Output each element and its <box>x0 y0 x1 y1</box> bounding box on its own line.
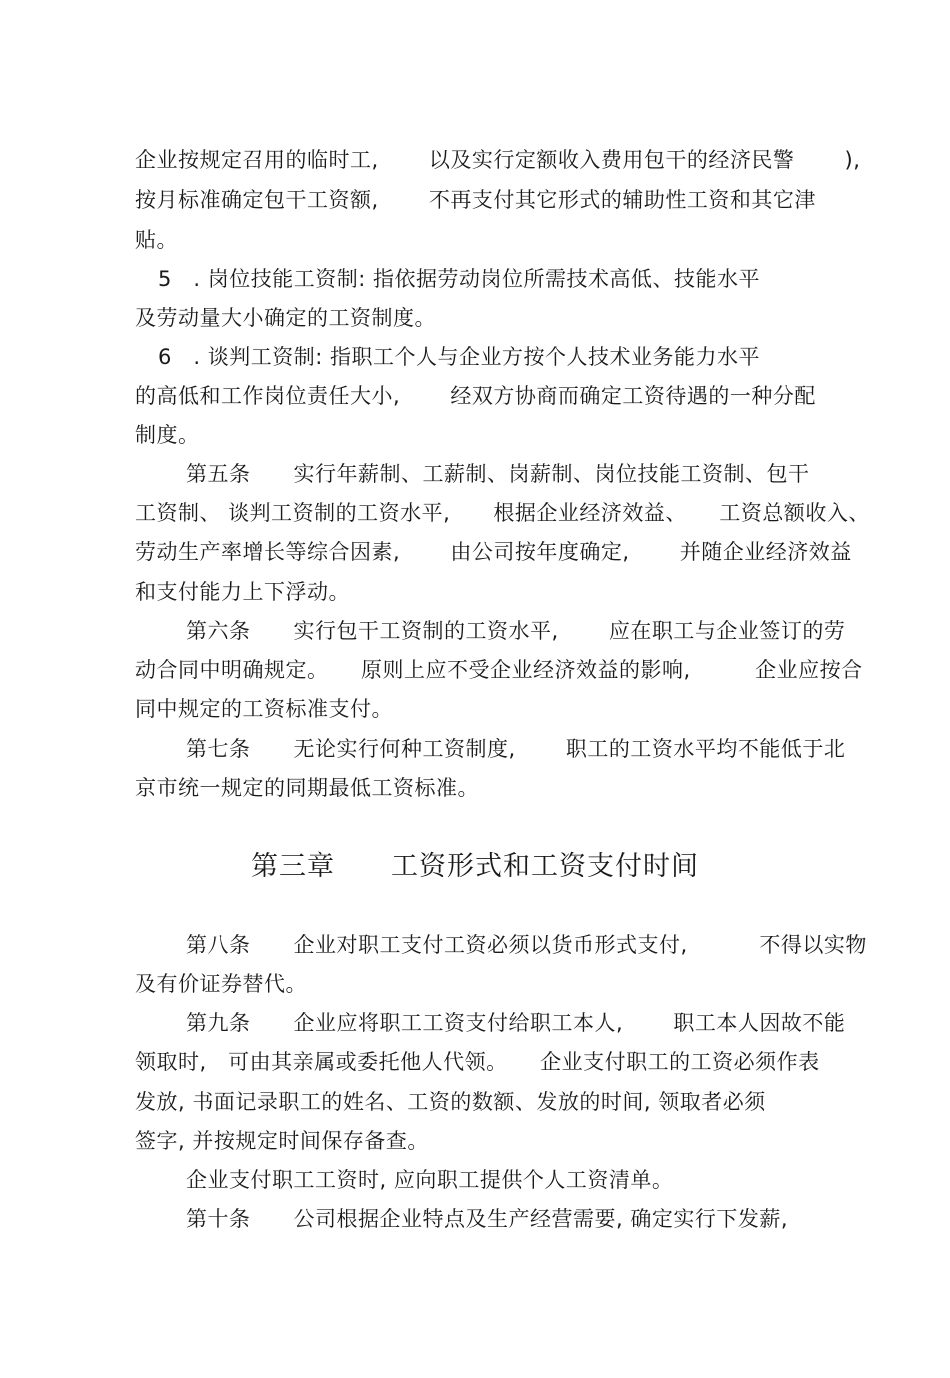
article-6: 第六条 实行包干工资制的工资水平, 应在职工与企业签订的劳 <box>186 619 846 643</box>
article-5: 第五条 实行年薪制、工薪制、岗薪制、岗位技能工资制、包干 <box>186 462 810 486</box>
text-line: 发放, 书面记录职工的姓名、工资的数额、发放的时间, 领取者必须 <box>135 1090 766 1114</box>
text-line: 京市统一规定的同期最低工资标准。 <box>135 776 479 800</box>
text-line: 劳动生产率增长等综合因素, 由公司按年度确定, 并随企业经济效益 <box>135 540 852 564</box>
list-item-6: 6 . 谈判工资制: 指职工个人与企业方按个人技术业务能力水平 <box>158 345 760 369</box>
text-line: 领取时, 可由其亲属或委托他人代领。 企业支付职工的工资必须作表 <box>135 1050 820 1074</box>
article-8: 第八条 企业对职工支付工资必须以货币形式支付, 不得以实物 <box>186 933 867 957</box>
text-line: 工资制、 谈判工资制的工资水平, 根据企业经济效益、 工资总额收入、 <box>135 501 870 525</box>
text-line: 签字, 并按规定时间保存备查。 <box>135 1129 429 1153</box>
text-line: 动合同中明确规定。 原则上应不受企业经济效益的影响, 企业应按合 <box>135 658 863 682</box>
list-item-5: 5 . 岗位技能工资制: 指依据劳动岗位所需技术高低、技能水平 <box>158 267 760 291</box>
chapter-title: 第三章 工资形式和工资支付时间 <box>251 851 699 882</box>
text-line: 贴。 <box>135 228 178 252</box>
paragraph: 企业支付职工工资时, 应向职工提供个人工资清单。 <box>186 1168 674 1192</box>
article-10: 第十条 公司根据企业特点及生产经营需要, 确定实行下发薪, <box>186 1207 789 1231</box>
article-9: 第九条 企业应将职工工资支付给职工本人, 职工本人因故不能 <box>186 1011 846 1035</box>
article-7: 第七条 无论实行何种工资制度, 职工的工资水平均不能低于北 <box>186 737 846 761</box>
text-line: 制度。 <box>135 423 200 447</box>
text-line: 及有价证券替代。 <box>135 972 307 996</box>
text-line: 及劳动量大小确定的工资制度。 <box>135 306 436 330</box>
text-line: 和支付能力上下浮动。 <box>135 580 350 604</box>
text-line: 同中规定的工资标准支付。 <box>135 697 393 721</box>
text-line: 按月标准确定包干工资额, 不再支付其它形式的辅助性工资和其它津 <box>135 188 816 212</box>
text-line: 企业按规定召用的临时工, 以及实行定额收入费用包干的经济民警 ), <box>135 148 861 172</box>
text-line: 的高低和工作岗位责任大小, 经双方协商而确定工资待遇的一种分配 <box>135 384 816 408</box>
